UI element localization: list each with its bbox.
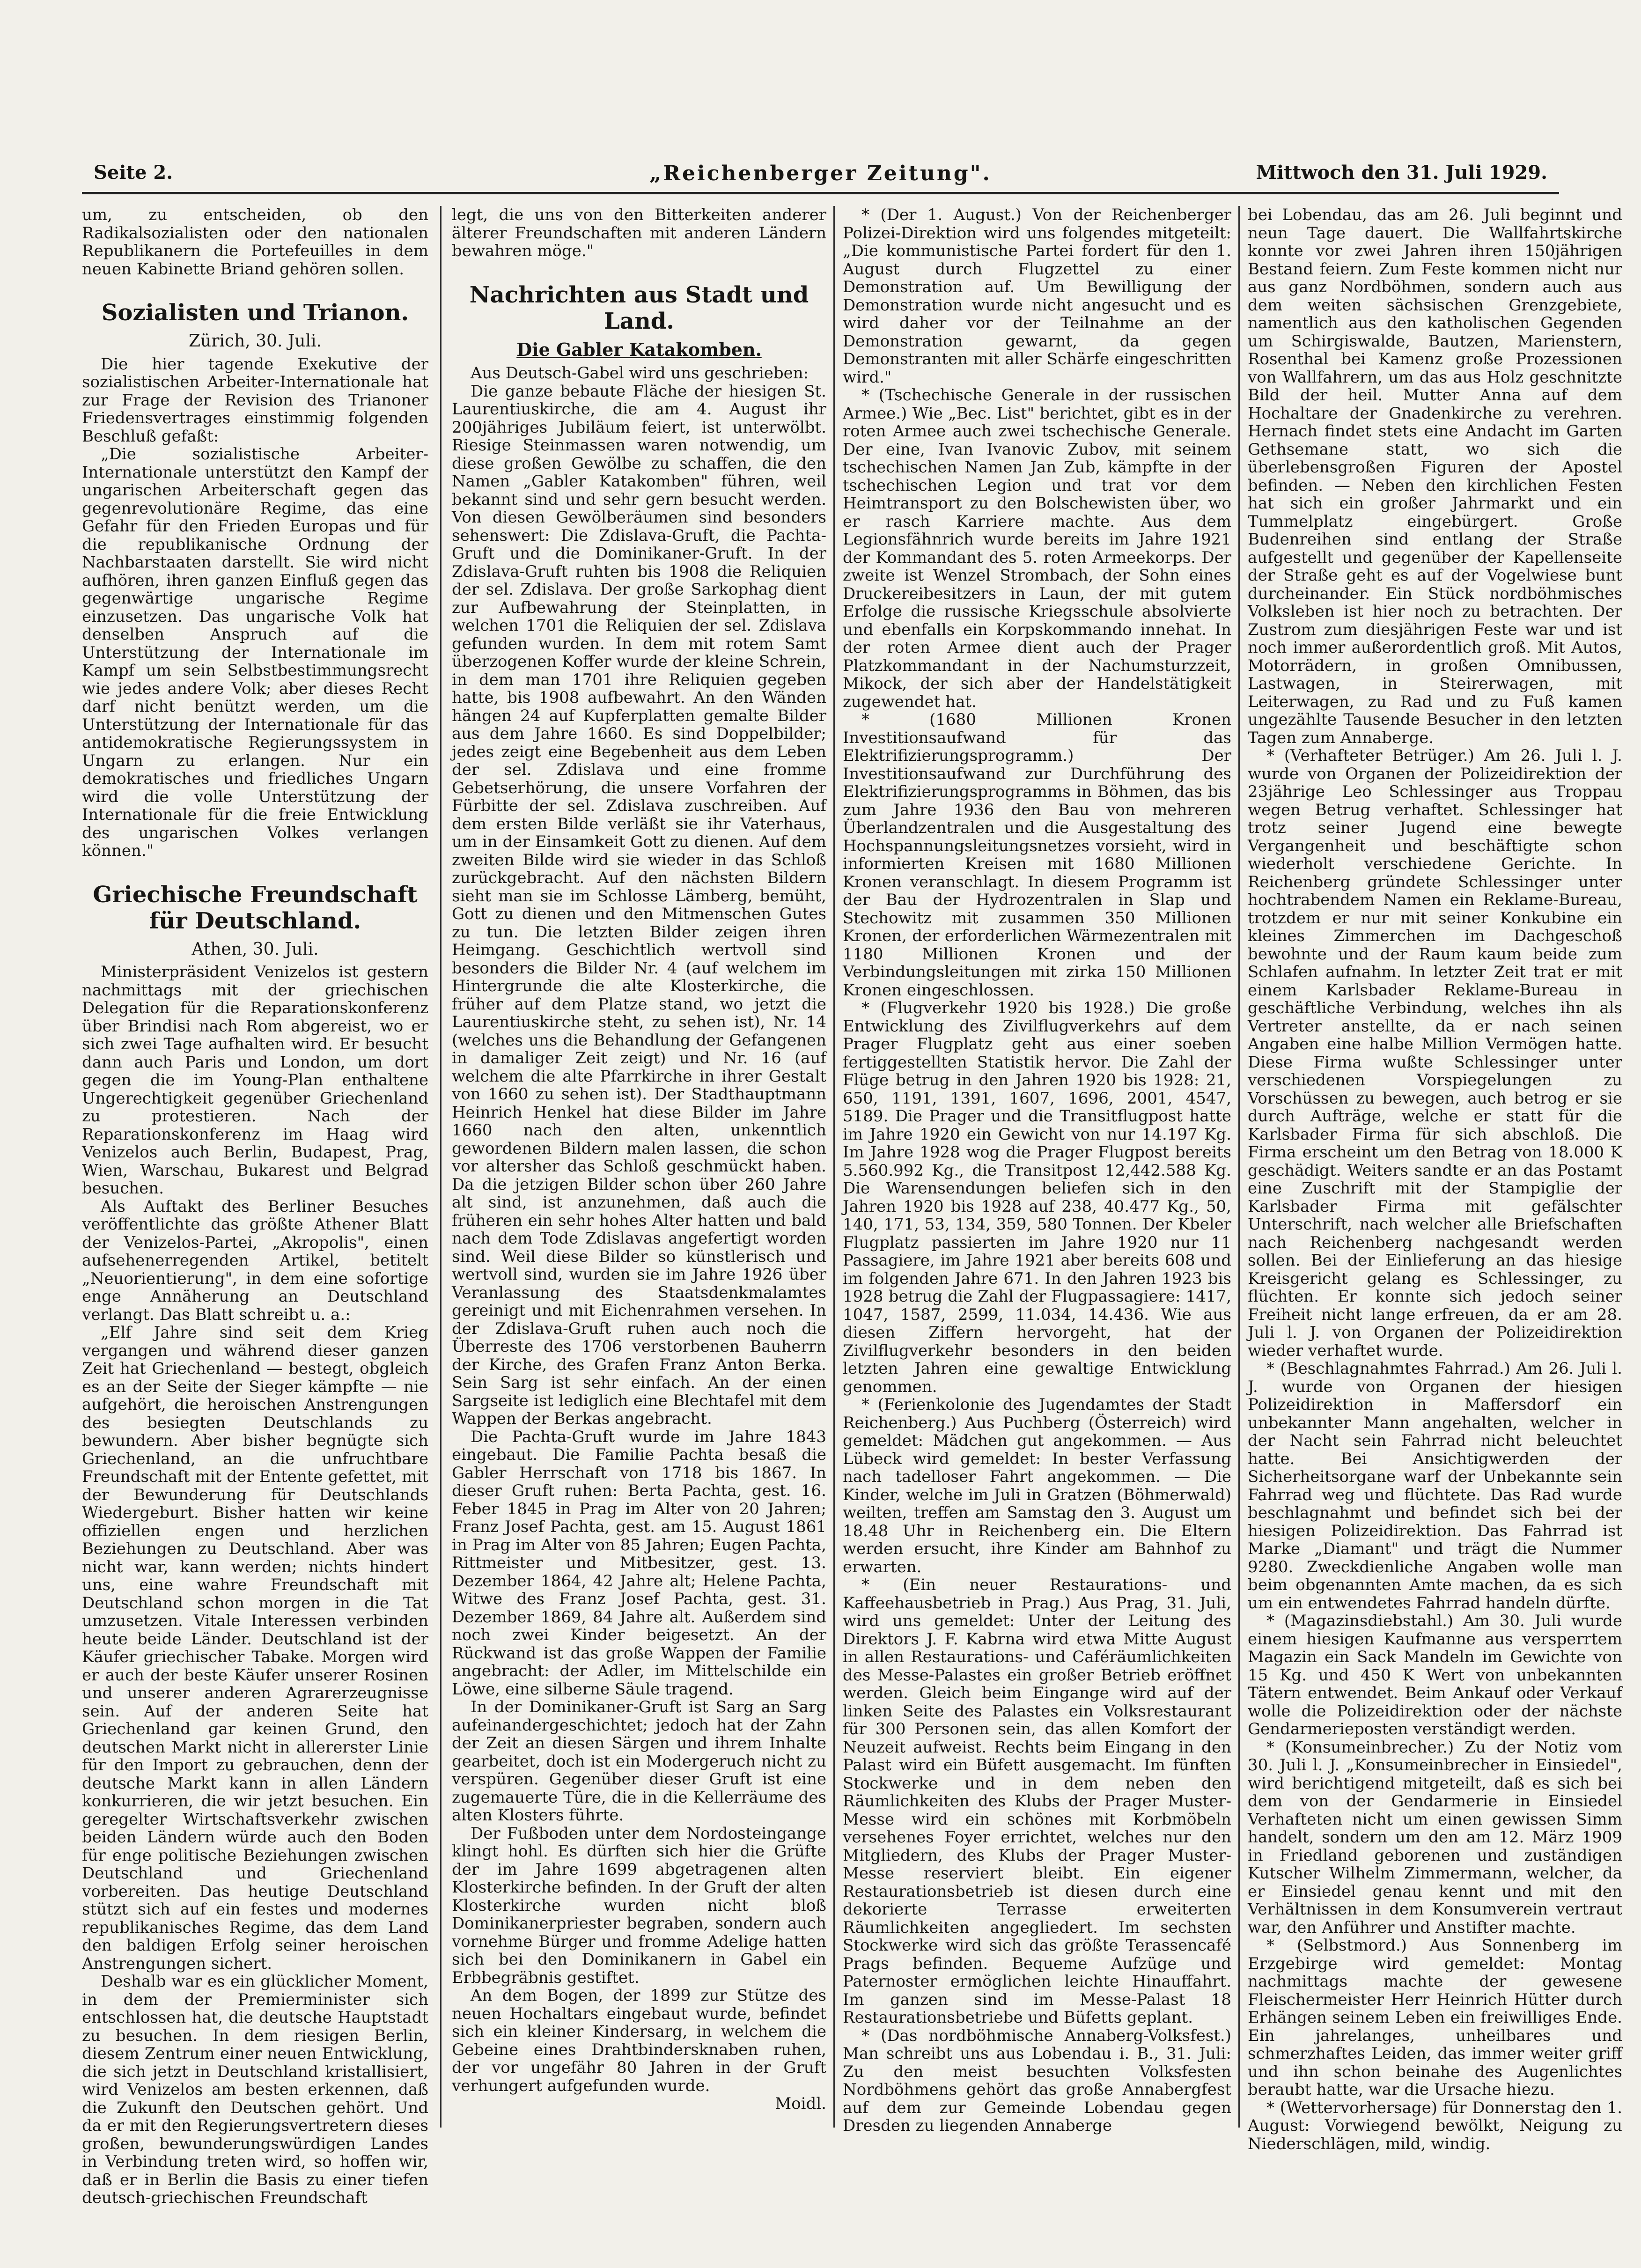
news-item: * (Flugverkehr 1920 bis 1928.) Die große Entwicklung des Zivilflugverkehrs auf dem Prager Flugplatz geht aus einer soeben fertiggestellten Statistik hervor. Die Zahl der Flüge betrug in den Jahren 1920 bis 1928: 21, 650, 1191, 1391, 1607, 1696, 2001, 4547, 5189. Die Prager und die Transitflugpost hatte im Jahre 1920 ein Gewicht von nur 14.197 Kg. Im Jahre 1928 wog die Prager Flugpost bereits 5.560.992 Kg., die Transitpost 12,442.588 Kg. Die Warensendungen beliefen sich in den Jahren 1920 bis 1928 auf 238, 40.477 Kg., 50, 140, 171, 53, 134, 359, 580 Tonnen. Der Kbeler Flugplatz passierten im Jahre 1920 nur 11 Passagiere, im Jahre 1921 aber bereits 608 und im folgenden Jahre 671. In den Jahren 1923 bis 1928 betrug die Zahl der Flugpassagiere: 1417, 1047, 1587, 2599, 11.034, 14.436. Wie aus diesen Ziffern hervorgeht, hat der Zivilflugverkehr besonders in den beiden letzten Jahren eine gewaltige Entwicklung genommen.: [843, 999, 1231, 1396]
paragraph: Der Fußboden unter dem Nordosteingange klingt hohl. Es dürften sich hier die Grüfte der im Jahre 1699 abgetragenen alten Klosterkirche befinden. In der Gruft der alten Klosterkirche wurden nicht bloß Dominikanerpriester begraben, sondern auch vornehme Bürger und fromme Adelige hatten sich bei den Dominikanern in Gabel ein Erbbegräbnis gestiftet.: [452, 1824, 826, 1987]
news-item: * (Ein neuer Restaurations- und Kaffeehausbetrieb in Prag.) Aus Prag, 31. Juli, wird uns gemeldet: Unter der Leitung des Direktors J. F. Kabrna wird etwa Mitte August in allen Restaurations- und Caféräumlichkeiten des Messe-Palastes ein großer Betrieb eröffnet werden. Gleich beim Eingange wird auf der linken Seite des Palastes ein Volksrestaurant für 300 Personen sein, das allen Komfort der Neuzeit aufweist. Rechts beim Eingang in den Palast wird ein Büfett ausgemacht. Im fünften Stockwerke und in dem neben den Räumlichkeiten des Klubs der Prager Muster-Messe wird ein schönes mit Korbmöbeln versehenes Foyer errichtet, welches nur den Mitgliedern, des Klubs der Prager Muster-Messe reserviert bleibt. Ein eigener Restaurationsbetrieb ist diesen durch eine dekorierte Terrasse erweiterten Räumlichkeiten angegliedert. Im sechsten Stockwerke wird sich das größte Terassencafé Prags befinden. Bequeme Aufzüge und Paternoster ermöglichen leichte Hinauffahrt. Im ganzen sind im Messe-Palast 18 Restaurationsbetriebe und Büfetts geplant.: [843, 1576, 1231, 2027]
paragraph: Die hier tagende Exekutive der sozialistischen Arbeiter-Internationale hat zur Frage der Revision des Trianoner Friedensvertrages einstimmig folgenden Beschluß gefaßt:: [82, 354, 428, 446]
news-item: * (Konsumeinbrecher.) Zu der Notiz vom 30. Juli l. J. „Konsumeinbrecher in Einsiedel", wird berichtigend mitgeteilt, daß es sich bei dem von der Gendarmerie in Einsiedel Verhafteten nicht um einen gewissen Simm handelt, sondern um den am 12. März 1909 in Friedland geborenen und zuständigen Kutscher Wilhelm Zimmermann, welcher, da er Einsiedel genau kennt und mit den Verhältnissen in dem Konsumverein vertraut war, den Anführer und Anstifter machte.: [1248, 1738, 1622, 1937]
headline-katakomben: Die Gabler Katakomben.: [516, 339, 762, 360]
paragraph: In der Dominikaner-Gruft ist Sarg an Sarg aufeinandergeschichtet; jedoch hat der Zahn der Zeit an diesen Särgen und ihrem Inhalte gearbeitet, doch ist ein Modergeruch nicht zu verspüren. Gegenüber dieser Gruft ist eine zugemauerte Türe, die in die Kellerräume des alten Klosters führte.: [452, 1698, 826, 1825]
article-continuation: um, zu entscheiden, ob den Radikalsozialisten oder den nationalen Republikanern die Portefeuilles in dem neuen Kabinette Briand gehören sollen.: [82, 206, 428, 279]
news-item: * (Verhafteter Betrüger.) Am 26. Juli l. J. wurde von Organen der Polizeidirektion der 23jährige Leo Schlessinger aus Troppau wegen Betrug verhaftet. Schlessinger hat trotz seiner Jugend eine bewegte Vergangenheit und beschäftigte schon wiederholt verschiedene Gerichte. In Reichenberg gründete Schlessinger unter hochtrabendem Namen ein Reklame-Bureau, trotzdem er nur mit seiner Konkubine ein kleines Zimmerchen im Dachgeschoß bewohnte und der Raum kaum beide zum Schlafen aufnahm. In letzter Zeit trat er mit einem Karlsbader Reklame-Bureau in geschäftliche Verbindung, welches ihn als Vertreter anstellte, da er nach seinen Angaben eine halbe Million Vermögen hatte. Diese Firma wußte Schlessinger unter verschiedenen Vorspiegelungen zu Vorschüssen zu bewegen, auch betrog er sie durch Aufträge, welche er statt für die Karlsbader Firma für sich abschloß. Die Firma erscheint um den Betrag von 18.000 K geschädigt. Weiters sandte er an das Postamt eine Zuschrift mit der Stampiglie der Karlsbader Firma mit gefälschter Unterschrift, nach welcher alle Briefschaften nach Reichenberg nachgesandt werden sollen. Bei der Einlieferung an das hiesige Kreisgericht gelang es Schlessinger, zu flüchten. Er konnte sich jedoch seiner Freiheit nicht lange erfreuen, da er am 28. Juli l. J. von Organen der Polizeidirektion wieder verhaftet wurde.: [1248, 746, 1622, 1360]
header-rule: [82, 192, 1559, 194]
column-4: [1248, 206, 1622, 2160]
news-item: * (Beschlagnahmtes Fahrrad.) Am 26. Juli l. J. wurde von Organen der hiesigen Polizeidirektion in Maffersdorf ein unbekannter Mann angehalten, welcher in der Nacht sein Fahrrad nicht beleuchtet hatte. Bei Ansichtigwerden der Sicherheitsorgane warf der Unbekannte sein Fahrrad weg und flüchtete. Das Rad wurde beschlagnahmt und befindet sich bei der hiesigen Polizeidirektion. Das Fahrrad ist Marke „Diamant" und trägt die Nummer 9280. Zweckdienliche Angaben wolle man beim obgenannten Amte machen, da es sich um ein entwendetes Fahrrad handeln dürfte.: [1248, 1359, 1622, 1613]
dateline: Athen, 30. Juli.: [191, 939, 319, 959]
author-signature: Moidl.: [775, 2094, 826, 2113]
paragraph: Als Auftakt des Berliner Besuches veröffentlichte das größte Athener Blatt der Venizelos-Partei, „Akropolis", einen aufsehenerregenden Artikel, betitelt „Neuorientierung", in dem eine sofortige enge Annäherung an Deutschland verlangt. Das Blatt schreibt u. a.:: [82, 1197, 428, 1324]
column-3: [843, 206, 1231, 2160]
paragraph: Die ganze bebaute Fläche der hiesigen St. Laurentiuskirche, die am 4. August ihr 200jähriges Jubiläum feiert, ist unterwölbt. Riesige Steinmassen waren notwendig, um diese großen Gewölbe zu schaffen, die den Namen „Gabler Katakomben" führen, weil bekannt sind und sehr gern besucht werden. Von diesen Gewölberäumen sind besonders sehenswert: Die Zdislava-Gruft, die Pachta-Gruft und die Dominikaner-Gruft. In der Zdislava-Gruft ruhten bis 1908 die Reliquien der sel. Zdislava. Der große Sarkophag dient zur Aufbewahrung der Steinplatten, in welchen 1701 die Reliquien der sel. Zdislava gefunden wurden. In dem mit rotem Samt überzogenen Koffer wurde der kleine Schrein, in dem man 1701 ihre Reliquien gegeben hatte, bis 1908 aufbewahrt. An den Wänden hängen 24 auf Kupferplatten gemalte Bilder aus dem Jahre 1660. Es sind Doppelbilder; jedes zeigt eine Begebenheit aus dem Leben der sel. Zdislava und eine fromme Gebetserhörung, die unsere Vorfahren der Fürbitte der sel. Zdislava zuschreiben. Auf dem ersten Bilde verläßt sie ihr Vaterhaus, um in der Einsamkeit Gott zu dienen. Auf dem zweiten Bilde wird sie wieder in das Schloß zurückgebracht. Auf den nächsten Bildern sieht man sie im Schlosse Lämberg, bemüht, Gott zu dienen und den Mitmenschen Gutes zu tun. Die letzten Bilder zeigen ihren Heimgang. Geschichtlich wertvoll sind besonders die Bilder Nr. 4 (auf welchem im Hintergrunde die alte Klosterkirche, die früher auf dem Platze stand, wo jetzt die Laurentiuskirche steht, zu sehen ist), Nr. 14 (welches uns die Behandlung der Gefangenen in damaliger Zeit zeigt) und Nr. 16 (auf welchem die alte Pfarrkirche in ihrer Gestalt von 1660 zu sehen ist). Der Stadthauptmann Heinrich Henkel hat diese Bilder im Jahre 1660 nach den alten, unkenntlich gewordenen Bildern malen lassen, die schon vor altersher das Schloß geschmückt haben. Da die jetzigen Bilder schon über 260 Jahre alt sind, ist anzunehmen, daß auch die früheren ein sehr hohes Alter hatten und bald nach dem Tode Zdislavas angefertigt worden sind. Weil diese Bilder so künstlerisch und wertvoll sind, wurden sie im Jahre 1926 über Veranlassung des Staatsdenkmalamtes gereinigt und mit Eichenrahmen versehen. In der Zdislava-Gruft ruhen auch noch die Überreste des 1706 verstorbenen Bauherrn der Kirche, des Grafen Franz Anton Berka. Sein Sarg ist sehr einfach. An der einen Sargseite ist lediglich eine Blechtafel mit dem Wappen der Berkas angebracht.: [452, 382, 826, 1428]
article-continuation: bei Lobendau, das am 26. Juli beginnt und neun Tage dauert. Die Wallfahrtskirche konnte vor zwei Jahren ihren 150jährigen Bestand feiern. Zum Feste kommen nicht nur aus ganz Nordböhmen, sondern auch aus dem weiten sächsischen Grenzgebiete, namentlich aus den katholischen Gegenden um Schirgiswalde, Bautzen, Marienstern, Rosenthal bei Kamenz große Prozessionen von Wallfahrern, um das aus Holz geschnitzte Bild der heil. Mutter Anna auf dem Hochaltare der Gnadenkirche zu verehren. Hernach findet stets eine Andacht im Garten Gethsemane statt, wo sich die überlebensgroßen Figuren der Apostel befinden. — Neben den kirchlichen Festen hat sich ein großer Jahrmarkt und ein Tummelplatz eingebürgert. Große Budenreihen sind entlang der Straße aufgestellt und gegenüber der Kapellenseite der Straße geht es auf der Vogelwiese bunt durcheinander. Ein Stück nordböhmisches Volksleben ist hier noch zu betrachten. Der Zustrom zum diesjährigen Feste war und ist noch immer außerordentlich groß. Mit Autos, Motorrädern, in großen Omnibussen, Lastwagen, in Steirerwagen, mit Leiterwagen, zu Rad und zu Fuß kamen ungezählte Tausende Besucher in den letzten Tagen zum Annaberge.: [1248, 206, 1622, 747]
column-1: [82, 206, 428, 2207]
paragraph: Ministerpräsident Venizelos ist gestern nachmittags mit der griechischen Delegation für die Reparationskonferenz über Brindisi nach Rom abgereist, wo er sich zwei Tage aufhalten wird. Er besucht dann auch Paris und London, um dort gegen die im Young-Plan enthaltene Ungerechtigkeit gegenüber Griechenland zu protestieren. Nach der Reparationskonferenz im Haag wird Venizelos auch Berlin, Budapest, Prag, Wien, Warschau, Bukarest und Belgrad besuchen.: [82, 963, 428, 1198]
headline-griechische-freundschaft: Griechische Freundschaft für Deutschland.: [93, 881, 418, 934]
paragraph: An dem Bogen, der 1899 zur Stütze des neuen Hochaltars eingebaut wurde, befindet sich ein kleiner Kindersarg, in welchem die Gebeine eines Drahtbindersknaben ruhen, der vor ungefähr 80 Jahren in der Gruft verhungert aufgefunden wurde.: [452, 1986, 826, 2095]
newspaper-title: „Reichenberger Zeitung".: [649, 162, 992, 185]
column-rule-3: [1238, 206, 1240, 2128]
news-item: * (Ferienkolonie des Jugendamtes der Stadt Reichenberg.) Aus Puchberg (Österreich) wird gemeldet: Mädchen gut angekommen. — Aus Lübeck wird gemeldet: In bester Verfassung nach tadelloser Fahrt angekommen. — Die Kinder, welche im Juli in Gratzen (Böhmerwald) weilten, treffen am Samstag den 3. August um 18.48 Uhr in Reichenberg ein. Die Eltern werden ersucht, ihre Kinder am Bahnhof zu erwarten.: [843, 1395, 1231, 1576]
page-number: Seite 2.: [94, 162, 173, 184]
news-item: * (Das nordböhmische Annaberg-Volksfest.) Man schreibt uns aus Lobendau i. B., 31. Juli: Zu den meist besuchten Volksfesten Nordböhmens gehört das große Annabergfest auf dem zur Gemeinde Lobendau gegen Dresden zu liegenden Annaberge: [843, 2026, 1231, 2135]
paragraph: Aus Deutsch-Gabel wird uns geschrieben:: [471, 364, 809, 383]
issue-date: Mittwoch den 31. Juli 1929.: [1256, 162, 1547, 184]
news-item: * (1680 Millionen Kronen Investitionsaufwand für das Elektrifizierungsprogramm.) Der Investitionsaufwand zur Durchführung des Elektrifizierungsprogramms in Böhmen, das bis zum Jahre 1936 den Bau von mehreren Überlandzentralen und die Ausgestaltung des Hochspannungsleitungsnetzes vorsieht, wird in informierten Kreisen mit 1680 Millionen Kronen veranschlagt. In diesem Programm ist der Bau der Hydrozentralen in Slap und Stechowitz mit zusammen 350 Millionen Kronen, der erforderlichen Wärmezentralen mit 1180 Millionen Kronen und der Verbindungsleitungen mit zirka 150 Millionen Kronen eingeschlossen.: [843, 710, 1231, 1000]
column-rule-1: [440, 206, 442, 2128]
paragraph: Deshalb war es ein glücklicher Moment, in dem der Premierminister sich entschlossen hat, die deutsche Hauptstadt zu besuchen. In dem riesigen Berlin, diesem Zentrum einer neuen Entwicklung, die sich jetzt in Deutschland kristallisiert, wird Venizelos am besten erkennen, daß die Zukunft den Deutschen gehört. Und da er mit den Regierungsvertretern dieses großen, bewunderungswürdigen Landes in Verbindung treten wird, so hoffen wir, daß er in Berlin die Basis zu einer tiefen deutsch-griechischen Freundschaft: [82, 1972, 428, 2207]
news-item: * (Magazinsdiebstahl.) Am 30. Juli wurde einem hiesigen Kaufmanne aus versperrtem Magazin ein Sack Mandeln im Gewichte von 15 Kg. und 450 K Wert von unbekannten Tätern entwendet. Beim Ankauf oder Verkauf wolle die Polizeidirektion oder der nächste Gendarmerieposten verständigt werden.: [1248, 1612, 1622, 1738]
page-header: [94, 162, 1547, 190]
news-item: * (Wettervorhersage) für Donnerstag den 1. August: Vorwiegend bewölkt, Neigung zu Niederschlägen, mild, windig.: [1248, 2098, 1622, 2153]
paragraph: „Elf Jahre sind seit dem Krieg vergangen und während dieser ganzen Zeit hat Griechenland — bestegt, obgleich es an der Seite der Sieger kämpfte — nie aufgehört, die heroischen Anstrengungen des besiegten Deutschlands zu bewundern. Aber bisher begnügte sich Griechenland, an die unfruchtbare Freundschaft mit der Entente gefettet, mit der Bewunderung für Deutschlands Wiedergeburt. Bisher hatten wir keine offiziellen engen und herzlichen Beziehungen zu Deutschland. Aber was nicht war, kann werden; nichts hindert uns, eine wahre Freundschaft mit Deutschland schon morgen in die Tat umzusetzen. Vitale Interessen verbinden heute beide Länder. Deutschland ist der Käufer griechischer Tabake. Morgen wird er auch der beste Käufer unserer Rosinen und unserer anderen Agrarerzeugnisse sein. Auf der anderen Seite hat Griechenland gar keinen Grund, den deutschen Markt nicht in allererster Linie für den Import zu gebrauchen, denn der deutsche Markt kann in allen Ländern konkurrieren, die wir jetzt besuchen. Ein geregelter Wirtschaftsverkehr zwischen beiden Ländern würde auch den Boden für enge politische Beziehungen zwischen Deutschland und Griechenland vorbereiten. Das heutige Deutschland stützt sich auf ein festes und modernes republikanisches Regime, das dem Land den baldigen Erfolg seiner heroischen Anstrengungen sichert.: [82, 1323, 428, 1973]
paragraph: Die Pachta-Gruft wurde im Jahre 1843 eingebaut. Die Familie Pachta besaß die Gabler Herrschaft von 1718 bis 1867. In dieser Gruft ruhen: Berta Pachta, gest. 16. Feber 1845 in Prag im Alter von 20 Jahren; Franz Josef Pachta, gest. am 15. August 1861 in Prag im Alter von 85 Jahren; Eugen Pachta, Rittmeister und Mitbesitzer, gest. 13. Dezember 1864, 42 Jahre alt; Helene Pachta, Witwe des Franz Josef Pachta, gest. 31. Dezember 1869, 84 Jahre alt. Außerdem sind noch zwei Kinder beigesetzt. An der Rückwand ist das große Wappen der Familie angebracht: der Adler, im Mittelschilde ein Löwe, eine silberne Säule tragend.: [452, 1427, 826, 1699]
section-heading-nachrichten: Nachrichten aus Stadt und Land.: [469, 281, 809, 334]
dateline: Zürich, 30. Juli.: [189, 331, 322, 351]
news-item: * (Tschechische Generale in der russischen Armee.) Wie „Bec. List" berichtet, gibt es in der roten Armee auch zwei tschechische Generale. Der eine, Ivan Ivanovic Zubov, mit seinem tschechischen Namen Jan Zub, kämpfte in der tschechischen Legion und trat vor dem Heimtransport zu den Bolschewisten über, wo er rasch Karriere machte. Aus dem Legionsfähnrich wurde bereits im Jahre 1921 der Kommandant des 5. roten Armeekorps. Der zweite ist Wenzel Strombach, der Sohn eines Druckereibesitzers in Laun, der mit gutem Erfolge die russische Kriegsschule absolvierte und ebenfalls ein Korpskommando innehat. In der roten Armee dient auch der Prager Platzkommandant in der Nachumsturzzeit, Mikock, der sich aber der Handelstätigkeit zugewendet hat.: [843, 386, 1231, 711]
news-item: * (Der 1. August.) Von der Reichenberger Polizei-Direktion wird uns folgendes mitgeteilt: „Die kommunistische Partei fordert für den 1. August durch Flugzettel zu einer Demonstration auf. Um Bewilligung der Demonstration wurde nicht angesucht und es wird daher vor der Teilnahme an der Demonstration gewarnt, da gegen Demonstranten mit aller Schärfe eingeschritten wird.": [843, 206, 1231, 387]
paragraph: „Die sozialistische Arbeiter-Internationale unterstützt den Kampf der ungarischen Arbeiterschaft gegen das gegenrevolutionäre Regime, das eine Gefahr für den Frieden Europas und für die republikanische Ordnung der Nachbarstaaten darstellt. Sie wird nicht aufhören, ihren ganzen Einfluß gegen das gegenwärtige ungarische Regime einzusetzen. Das ungarische Volk hat denselben Anspruch auf die Unterstützung der Internationale im Kampf um sein Selbstbestimmungsrecht wie jedes andere Volk; aber dieses Recht darf nicht benützt werden, um die Unterstützung der Internationale für das antidemokratische Regierungssystem in Ungarn zu erlangen. Nur ein demokratisches und friedliches Ungarn wird die volle Unterstützung der Internationale für die freie Entwicklung des ungarischen Volkes verlangen können.": [82, 445, 428, 860]
column-rule-2: [833, 206, 835, 2128]
article-continuation: legt, die uns von den Bitterkeiten anderer älterer Freundschaften mit anderen Ländern bewahren möge.": [452, 206, 826, 260]
news-item: * (Selbstmord.) Aus Sonnenberg im Erzgebirge wird gemeldet: Montag nachmittags machte der gewesene Fleischermeister Herr Heinrich Hütter durch Erhängen seinem Leben ein freiwilliges Ende. Ein jahrelanges, unheilbares und schmerzhaftes Leiden, das immer weiter griff und ihn schon beinahe des Augenlichtes beraubt hatte, war die Ursache hiezu.: [1248, 1936, 1622, 2099]
column-2: [452, 206, 826, 2160]
headline-sozialisten: Sozialisten und Trianon.: [101, 300, 409, 326]
